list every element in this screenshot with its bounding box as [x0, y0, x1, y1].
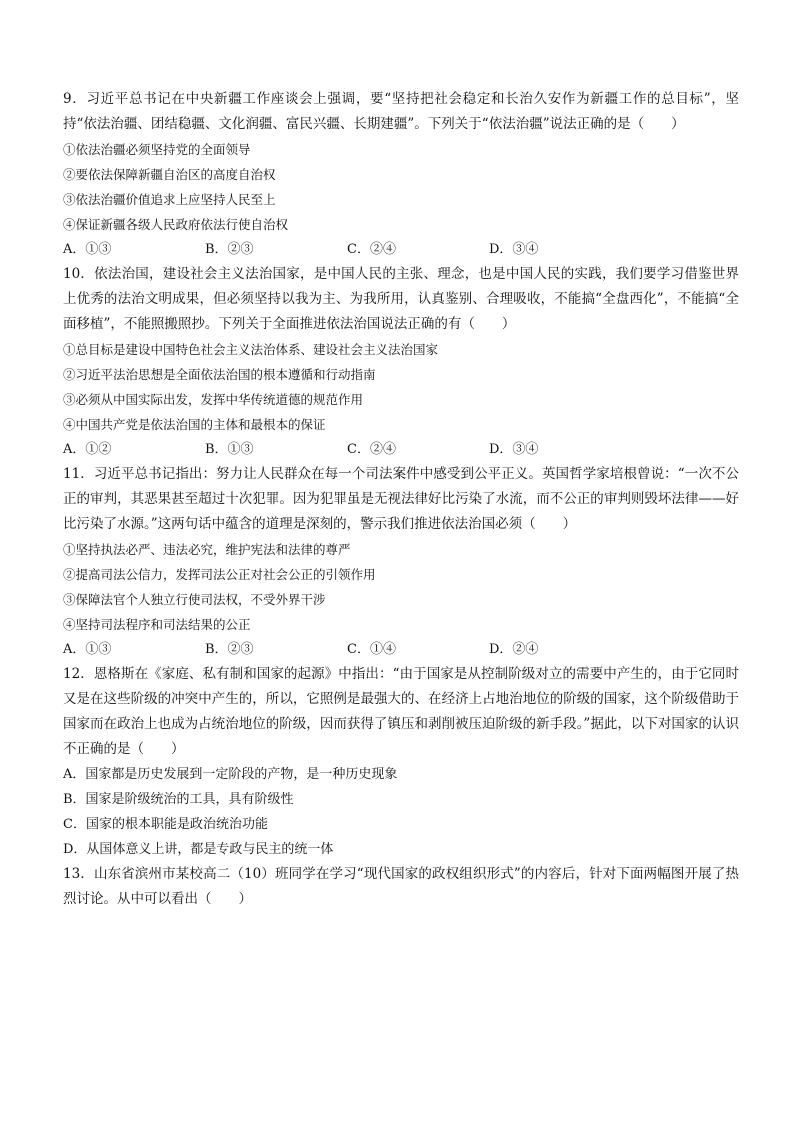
choice-c: C．②④: [347, 442, 396, 457]
choice-a: A．①③: [63, 642, 112, 657]
answer-choices: [63, 237, 739, 262]
question-11: [63, 462, 739, 662]
statement: ②要依法保障新疆自治区的高度自治权: [63, 167, 276, 182]
statement: ④坚持司法程序和司法结果的公正: [63, 617, 251, 632]
statement: ③依法治疆价值追求上应坚持人民至上: [63, 192, 276, 207]
question-stem: 10．依法治国，建设社会主义法治国家，是中国人民的主张、理念，也是中国人民的实践，我们要学习借鉴世界上优秀的法治文明成果，但必须坚持以我为主、为我所用，认真鉴别、合理吸收，不能搞“全盘西化”，不能搞“全面移植”，不能照搬照抄。下列关于全面推进依法治国说法正确的有（ ）: [63, 266, 739, 332]
choice-c: C．①④: [347, 642, 396, 657]
statement: ④中国共产党是依法治国的主体和最根本的保证: [63, 417, 326, 432]
statement: ①坚持执法必严、违法必究，维护宪法和法律的尊严: [63, 542, 351, 557]
question-stem: 11．习近平总书记指出：努力让人民群众在每一个司法案件中感受到公平正义。英国哲学家培根曾说：“一次不公正的审判，其恶果甚至超过十次犯罪。因为犯罪虽是无视法律好比污染了水流，而不公正的审判则毁坏法律——好比污染了水源。”这两句话中蕴含的道理是深刻的，警示我们推进依法治国必须（ ）: [63, 466, 739, 532]
choice-c: C．②④: [347, 242, 396, 257]
option-d: D．从国体意义上讲，都是专政与民主的统一体: [63, 842, 334, 857]
choice-b: B．①③: [205, 442, 254, 457]
statement: ②提高司法公信力，发挥司法公正对社会公正的引领作用: [63, 567, 376, 582]
choice-b: B．②③: [205, 642, 254, 657]
option-b: B．国家是阶级统治的工具，具有阶级性: [63, 792, 294, 807]
exam-page: [63, 87, 739, 912]
question-stem: 9．习近平总书记在中央新疆工作座谈会上强调，要“坚持把社会稳定和长治久安作为新疆工作的总目标”，坚持“依法治疆、团结稳疆、文化润疆、富民兴疆、长期建疆”。下列关于“依法治疆”说法正确的是（ ）: [63, 91, 739, 132]
choice-d: D．②④: [489, 642, 539, 657]
question-12: [63, 662, 739, 862]
option-a: A．国家都是历史发展到一定阶段的产物，是一种历史现象: [63, 767, 398, 782]
statement: ②习近平法治思想是全面依法治国的根本遵循和行动指南: [63, 367, 376, 382]
question-stem: 13．山东省滨州市某校高二（10）班同学在学习“现代国家的政权组织形式”的内容后，针对下面两幅图开展了热烈讨论。从中可以看出（ ）: [63, 866, 739, 907]
choice-d: D．③④: [489, 242, 539, 257]
question-13: [63, 862, 739, 912]
question-10: [63, 262, 739, 462]
statement: ①总目标是建设中国特色社会主义法治体系、建设社会主义法治国家: [63, 342, 439, 357]
choice-a: A．①②: [63, 442, 112, 457]
answer-choices: [63, 637, 739, 662]
choice-a: A．①③: [63, 242, 112, 257]
statement: ③必须从中国实际出发，发挥中华传统道德的规范作用: [63, 392, 364, 407]
choice-d: D．③④: [489, 442, 539, 457]
question-stem: 12．恩格斯在《家庭、私有制和国家的起源》中指出：“由于国家是从控制阶级对立的需要中产生的，由于它同时又是在这些阶级的冲突中产生的，所以，它照例是最强大的、在经济上占地治地位的阶级的国家，这个阶级借助于国家而在政治上也成为占统治地位的阶级，因而获得了镇压和剥削被压迫阶级的新手段。”据此，以下对国家的认识不正确的是（ ）: [63, 666, 739, 757]
choice-b: B．②③: [205, 242, 254, 257]
answer-choices: [63, 437, 739, 462]
option-c: C．国家的根本职能是政治统治功能: [63, 817, 268, 832]
statement: ④保证新疆各级人民政府依法行使自治权: [63, 217, 289, 232]
question-9: [63, 87, 739, 262]
statement: ③保障法官个人独立行使司法权，不受外界干涉: [63, 592, 326, 607]
statement: ①依法治疆必须坚持党的全面领导: [63, 142, 251, 157]
